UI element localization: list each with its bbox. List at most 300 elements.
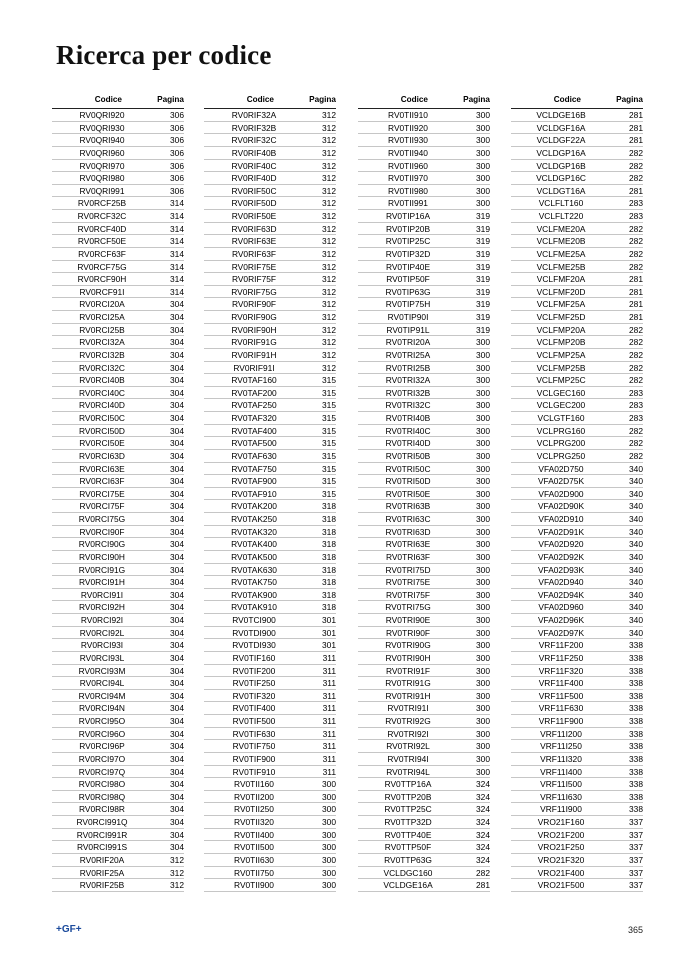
page-cell: 283 xyxy=(629,400,643,411)
table-row xyxy=(204,235,336,248)
code-cell: VFA02D94K xyxy=(537,589,585,600)
code-cell: VCLFMF25D xyxy=(536,312,586,322)
page-cell: 312 xyxy=(322,274,336,285)
code-cell: RV0RIF91I xyxy=(233,362,275,373)
code-cell: RV0TRI91H xyxy=(385,690,431,701)
page-cell: 304 xyxy=(170,501,184,512)
table-row xyxy=(358,210,490,223)
page-cell: 340 xyxy=(629,526,643,537)
code-cell: RV0TAK500 xyxy=(231,551,277,562)
table-row xyxy=(358,160,490,173)
page-cell: 338 xyxy=(629,665,643,676)
page-cell: 300 xyxy=(476,476,490,487)
table-row xyxy=(52,425,184,438)
code-cell: VRF11F320 xyxy=(538,665,584,676)
page-cell: 300 xyxy=(476,387,490,398)
table-row xyxy=(204,336,336,349)
page-cell: 282 xyxy=(629,425,643,436)
page-cell: 312 xyxy=(322,312,336,322)
table-row xyxy=(358,715,490,728)
code-cell: RV0TRI92G xyxy=(385,716,431,726)
table-row xyxy=(511,425,643,438)
code-cell: RV0TRI63C xyxy=(385,514,431,524)
code-cell: VCLDGP16A xyxy=(536,147,586,158)
table-row xyxy=(511,197,643,210)
page-cell: 324 xyxy=(476,842,490,853)
table-row xyxy=(204,690,336,703)
page-cell: 304 xyxy=(170,312,184,322)
table-row xyxy=(358,298,490,311)
page-cell: 300 xyxy=(476,665,490,676)
page-cell: 300 xyxy=(476,678,490,689)
code-cell: RV0TII200 xyxy=(234,791,274,802)
code-cell: RV0TRI90F xyxy=(385,627,431,638)
table-row xyxy=(52,261,184,274)
code-cell: VCLFME20A xyxy=(536,223,586,234)
table-row xyxy=(52,387,184,400)
table-row xyxy=(52,399,184,412)
code-cell: RV0TTP40E xyxy=(384,829,432,840)
table-row xyxy=(52,248,184,261)
code-cell: RV0TRI63E xyxy=(385,539,431,550)
table-row xyxy=(511,715,643,728)
table-row xyxy=(358,349,490,362)
page-cell: 300 xyxy=(476,703,490,714)
code-cell: RV0TIP90I xyxy=(387,312,429,322)
code-cell: RV0RCI75G xyxy=(78,514,126,524)
table-header xyxy=(204,94,336,109)
code-cell: VCLDGF16A xyxy=(536,122,586,133)
table-row xyxy=(511,526,643,539)
code-cell: VCLPRG160 xyxy=(536,425,586,436)
table-row xyxy=(358,867,490,880)
table-row xyxy=(358,425,490,438)
code-cell: RV0TIP91L xyxy=(386,324,430,335)
page-cell: 312 xyxy=(322,110,336,120)
table-row xyxy=(52,109,184,122)
table-row xyxy=(204,614,336,627)
code-cell: VFA02D75K xyxy=(537,476,585,487)
code-cell: RV0RIF63E xyxy=(231,236,277,247)
table-row xyxy=(204,879,336,892)
page-cell: 311 xyxy=(322,678,336,689)
code-cell: RV0TAF200 xyxy=(231,387,277,398)
code-cell: VFA02D960 xyxy=(538,602,584,613)
code-cell: VCLDGT16A xyxy=(536,185,586,196)
code-cell: RV0RCI90F xyxy=(79,526,125,537)
code-cell: RV0TAK200 xyxy=(231,501,277,512)
code-cell: VFA02D93K xyxy=(537,564,585,575)
code-cell: RV0TRI32B xyxy=(385,387,431,398)
table-row xyxy=(52,500,184,513)
table-row xyxy=(52,564,184,577)
table-row xyxy=(52,753,184,766)
table-row xyxy=(358,854,490,867)
page-cell: 300 xyxy=(476,185,490,196)
code-cell: RV0RCF50E xyxy=(77,236,127,247)
page-cell: 315 xyxy=(322,387,336,398)
table-row xyxy=(204,778,336,791)
page-cell: 318 xyxy=(322,551,336,562)
code-cell: RV0TRI32C xyxy=(385,400,431,411)
page-cell: 283 xyxy=(629,387,643,398)
page-cell: 340 xyxy=(629,501,643,512)
table-row xyxy=(204,122,336,135)
page-cell: 300 xyxy=(476,615,490,625)
code-cell: RV0RIF32A xyxy=(231,110,277,120)
table-row xyxy=(52,665,184,678)
page-cell: 312 xyxy=(322,286,336,297)
table-row xyxy=(204,437,336,450)
page-cell: 300 xyxy=(476,198,490,209)
code-cell: RV0QRI930 xyxy=(79,122,125,133)
table-row xyxy=(358,601,490,614)
page-cell: 300 xyxy=(322,867,336,878)
page-cell: 318 xyxy=(322,501,336,512)
page-header: Pagina xyxy=(157,95,184,104)
table-header xyxy=(52,94,184,109)
code-cell: RV0RIF50D xyxy=(231,198,277,209)
table-row xyxy=(511,513,643,526)
table-row xyxy=(358,778,490,791)
table-row xyxy=(511,564,643,577)
page-cell: 283 xyxy=(629,198,643,209)
code-cell: RV0TRI20A xyxy=(385,337,431,348)
code-cell: VCLFLT220 xyxy=(538,211,584,221)
code-cell: VRF11I200 xyxy=(540,728,582,739)
page-cell: 338 xyxy=(629,753,643,764)
table-row xyxy=(358,576,490,589)
code-cell: VCLGEC200 xyxy=(536,400,586,411)
code-cell: RV0RCI25A xyxy=(79,312,125,322)
page-cell: 340 xyxy=(629,577,643,588)
code-table-1 xyxy=(52,94,184,892)
code-cell: VCLDGC160 xyxy=(383,867,433,878)
code-cell: RV0TAK320 xyxy=(231,526,277,537)
page-cell: 315 xyxy=(322,375,336,386)
table-row xyxy=(52,185,184,198)
page-cell: 300 xyxy=(476,362,490,373)
code-cell: RV0TTP50F xyxy=(384,842,432,853)
table-row xyxy=(511,639,643,652)
table-row xyxy=(358,639,490,652)
code-cell: RV0TII250 xyxy=(234,804,274,815)
table-row xyxy=(52,362,184,375)
table-row xyxy=(52,286,184,299)
page-cell: 318 xyxy=(322,602,336,613)
table-row xyxy=(358,791,490,804)
page-cell: 319 xyxy=(476,286,490,297)
table-row xyxy=(358,134,490,147)
code-cell: RV0RCI50E xyxy=(79,438,125,449)
page-cell: 300 xyxy=(476,741,490,752)
page-cell: 312 xyxy=(322,349,336,360)
page-cell: 282 xyxy=(629,438,643,449)
table-row xyxy=(204,248,336,261)
page-cell: 318 xyxy=(322,564,336,575)
code-cell: RV0TDI930 xyxy=(232,640,276,651)
page-cell: 311 xyxy=(322,753,336,764)
code-cell: RV0TIP32D xyxy=(385,248,431,259)
code-cell: RV0TIP63G xyxy=(385,286,431,297)
table-row xyxy=(204,311,336,324)
page-cell: 304 xyxy=(170,678,184,689)
page-cell: 312 xyxy=(322,299,336,310)
page-cell: 338 xyxy=(629,678,643,689)
code-cell: VCLFME25B xyxy=(536,261,586,272)
code-cell: RV0TII960 xyxy=(388,160,428,171)
page-cell: 338 xyxy=(629,640,643,651)
code-table-2 xyxy=(204,94,336,892)
page-cell: 340 xyxy=(629,463,643,474)
code-cell: VCLFMP25C xyxy=(536,375,586,386)
table-row xyxy=(511,185,643,198)
table-row xyxy=(511,702,643,715)
code-cell: RV0RCF40D xyxy=(77,223,127,234)
code-cell: VRF11F500 xyxy=(538,690,584,701)
table-row xyxy=(511,261,643,274)
code-cell: RV0QRI920 xyxy=(79,110,125,120)
table-row xyxy=(204,273,336,286)
code-cell: RV0RCI32B xyxy=(79,349,125,360)
table-row xyxy=(204,160,336,173)
page-cell: 300 xyxy=(322,804,336,815)
page-cell: 304 xyxy=(170,375,184,386)
page-cell: 311 xyxy=(322,665,336,676)
page-cell: 300 xyxy=(476,539,490,550)
page-cell: 340 xyxy=(629,539,643,550)
table-row xyxy=(511,778,643,791)
table-row xyxy=(511,740,643,753)
page-cell: 282 xyxy=(629,173,643,184)
table-row xyxy=(204,841,336,854)
page-cell: 312 xyxy=(322,135,336,146)
page-cell: 312 xyxy=(322,147,336,158)
code-cell: RV0TII320 xyxy=(234,817,274,827)
table-row xyxy=(204,286,336,299)
table-row xyxy=(52,854,184,867)
table-row xyxy=(511,160,643,173)
code-cell: VRF11F400 xyxy=(538,678,584,689)
code-cell: RV0TII930 xyxy=(388,135,428,146)
page-cell: 300 xyxy=(476,753,490,764)
code-cell: RV0RCF90H xyxy=(77,274,127,285)
table-row xyxy=(52,614,184,627)
code-cell: RV0TIF500 xyxy=(232,716,276,726)
table-row xyxy=(52,601,184,614)
code-cell: RV0RIF25A xyxy=(79,867,125,878)
code-cell: RV0QRI991 xyxy=(79,185,125,196)
page-cell: 306 xyxy=(170,122,184,133)
table-row xyxy=(511,601,643,614)
page-cell: 300 xyxy=(476,514,490,524)
code-cell: RV0TAF500 xyxy=(231,438,277,449)
code-cell: VCLFMP20B xyxy=(536,337,586,348)
code-cell: RV0RCF75G xyxy=(77,261,127,272)
table-row xyxy=(358,728,490,741)
code-cell: RV0TII940 xyxy=(388,147,428,158)
code-cell: VFA02D910 xyxy=(538,514,584,524)
table-row xyxy=(204,210,336,223)
code-cell: VRO21F500 xyxy=(537,880,585,891)
table-row xyxy=(358,450,490,463)
table-row xyxy=(52,172,184,185)
table-row xyxy=(204,665,336,678)
page-cell: 304 xyxy=(170,615,184,625)
code-cell: VRF11F200 xyxy=(538,640,584,651)
table-row xyxy=(52,197,184,210)
table-row xyxy=(204,564,336,577)
page-cell: 340 xyxy=(629,615,643,625)
page-header: Pagina xyxy=(616,95,643,104)
code-cell: RV0TRI92I xyxy=(387,728,429,739)
code-cell: RV0RCI95O xyxy=(78,716,126,726)
table-row xyxy=(511,311,643,324)
table-row xyxy=(511,841,643,854)
table-row xyxy=(204,185,336,198)
table-row xyxy=(204,803,336,816)
table-row xyxy=(52,488,184,501)
page-cell: 340 xyxy=(629,476,643,487)
code-cell: RV0TTP25C xyxy=(384,804,432,815)
page-cell: 312 xyxy=(322,223,336,234)
code-cell: RV0TCI900 xyxy=(232,615,276,625)
code-cell: RV0TRI75E xyxy=(385,577,431,588)
code-cell: VRF11I320 xyxy=(540,753,582,764)
code-cell: RV0TRI91G xyxy=(385,678,431,689)
page-cell: 300 xyxy=(322,779,336,790)
page-title: Ricerca per codice xyxy=(56,40,272,70)
table-header xyxy=(358,94,490,109)
table-row xyxy=(204,324,336,337)
table-row xyxy=(204,867,336,880)
code-cell: RV0RCI94L xyxy=(79,678,125,689)
code-cell: VCLDGE16A xyxy=(383,880,433,891)
page-cell: 304 xyxy=(170,766,184,777)
page-cell: 306 xyxy=(170,147,184,158)
code-cell: RV0RCI91I xyxy=(80,589,124,600)
code-cell: RV0RCI991Q xyxy=(76,817,128,827)
code-cell: RV0RCI92H xyxy=(79,602,125,613)
table-row xyxy=(511,854,643,867)
page-cell: 324 xyxy=(476,779,490,790)
table-row xyxy=(358,803,490,816)
table-row xyxy=(511,753,643,766)
code-cell: RV0TII920 xyxy=(388,122,428,133)
table-row xyxy=(52,463,184,476)
table-row xyxy=(358,488,490,501)
code-cell: RV0TAF160 xyxy=(231,375,277,386)
table-row xyxy=(511,349,643,362)
table-row xyxy=(204,513,336,526)
code-cell: VCLFMP25B xyxy=(536,362,586,373)
page-cell: 282 xyxy=(629,147,643,158)
table-row xyxy=(204,652,336,665)
table-row xyxy=(204,134,336,147)
table-row xyxy=(52,298,184,311)
table-row xyxy=(204,197,336,210)
page-cell: 340 xyxy=(629,627,643,638)
table-row xyxy=(52,412,184,425)
code-cell: RV0TRI50D xyxy=(385,476,431,487)
page-cell: 314 xyxy=(170,248,184,259)
code-cell: RV0RIF75G xyxy=(231,286,277,297)
page-cell: 318 xyxy=(322,539,336,550)
page-cell: 304 xyxy=(170,791,184,802)
table-row xyxy=(511,210,643,223)
code-cell: RV0TAK250 xyxy=(231,514,277,524)
page-cell: 281 xyxy=(629,299,643,310)
code-cell: RV0RCF25B xyxy=(77,198,127,209)
code-cell: RV0RCI40C xyxy=(79,387,125,398)
code-cell: RV0TII500 xyxy=(234,842,274,853)
table-row xyxy=(204,715,336,728)
code-cell: VCLGTF160 xyxy=(537,413,585,423)
code-cell: RV0RCI97Q xyxy=(78,766,126,777)
table-row xyxy=(511,728,643,741)
table-row xyxy=(52,766,184,779)
table-row xyxy=(204,702,336,715)
page-cell: 300 xyxy=(476,438,490,449)
code-cell: VRO21F400 xyxy=(537,867,585,878)
page-cell: 319 xyxy=(476,248,490,259)
code-cell: VRO21F250 xyxy=(537,842,585,853)
table-row xyxy=(511,766,643,779)
table-row xyxy=(511,122,643,135)
code-cell: RV0RCI32A xyxy=(79,337,125,348)
code-cell: RV0QRI970 xyxy=(79,160,125,171)
table-row xyxy=(204,740,336,753)
table-row xyxy=(511,134,643,147)
table-row xyxy=(358,500,490,513)
code-cell: RV0RIF75E xyxy=(231,261,277,272)
page-cell: 311 xyxy=(322,716,336,726)
table-row xyxy=(358,513,490,526)
code-cell: RV0TII980 xyxy=(388,185,428,196)
code-cell: RV0RIF63F xyxy=(231,248,277,259)
table-row xyxy=(358,740,490,753)
code-cell: RV0TRI94I xyxy=(387,753,429,764)
page-cell: 324 xyxy=(476,791,490,802)
table-row xyxy=(204,589,336,602)
code-cell: RV0TIF250 xyxy=(232,678,276,689)
code-cell: RV0TII910 xyxy=(388,110,428,120)
page-cell: 312 xyxy=(322,261,336,272)
code-cell: RV0TRI25A xyxy=(385,349,431,360)
code-cell: VCLFMF20A xyxy=(536,274,586,285)
table-row xyxy=(358,475,490,488)
code-cell: VCLFME20B xyxy=(536,236,586,247)
code-cell: RV0TAF910 xyxy=(231,488,277,499)
page-cell: 304 xyxy=(170,577,184,588)
table-row xyxy=(358,311,490,324)
code-cell: RV0RCI96P xyxy=(79,741,125,752)
page-cell: 300 xyxy=(476,135,490,146)
table-row xyxy=(204,677,336,690)
page-cell: 340 xyxy=(629,514,643,524)
table-row xyxy=(52,589,184,602)
table-row xyxy=(358,652,490,665)
page-cell: 281 xyxy=(629,122,643,133)
table-row xyxy=(358,538,490,551)
page-cell: 338 xyxy=(629,741,643,752)
page-cell: 300 xyxy=(476,488,490,499)
code-cell: RV0RCI92L xyxy=(79,627,125,638)
table-row xyxy=(358,816,490,829)
code-cell: VRF11I900 xyxy=(540,804,582,815)
table-row xyxy=(511,829,643,842)
table-row xyxy=(52,273,184,286)
